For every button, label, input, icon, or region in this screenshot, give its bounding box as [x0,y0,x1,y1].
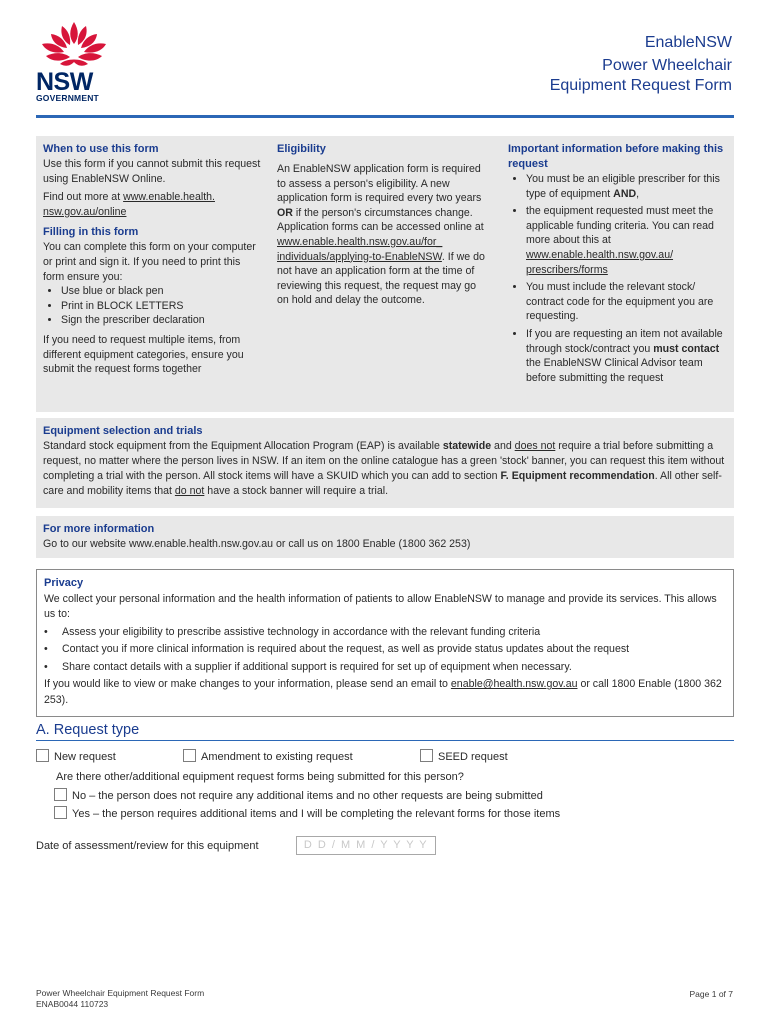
multiple-items-text: If you need to request multiple items, from different equipment categories, ensure you submit the request forms together [43,333,244,376]
new-request-label: New request [54,751,116,763]
header-org: EnableNSW [644,34,732,51]
answer-yes-label: Yes – the person requires additional items and I will be completing the relevant forms for those items [72,808,561,820]
more-info-heading: For more information [43,523,155,535]
amendment-option[interactable] [183,749,353,763]
equipment-text [43,439,726,499]
footer-form-name: Power Wheelchair Equipment Request Form [36,988,205,998]
eq-does-not: does not [514,440,556,452]
eligibility-text [277,162,487,308]
eq-statewide: statewide [442,440,492,452]
find-out-more [43,190,263,219]
new-request-option[interactable] [36,749,116,763]
eligibility-or: OR [277,206,293,219]
amendment-label: Amendment to existing request [201,751,353,763]
more-info-panel [36,516,734,558]
list-item: • Share contact details with a supplier if additional support is required for set up of equipment when necessary. [44,660,572,673]
important-heading: Important information before making this request [508,143,724,170]
b4-must-contact: must contact [653,342,720,355]
list-item: • Contact you if more clinical information is required about the request, as well as provide status updates about the request [44,643,630,655]
answer-yes-option[interactable] [54,806,560,820]
privacy-heading: Privacy [44,577,84,589]
privacy-intro: We collect your personal information and the health information of patients to allow EnableNSW to manage and provide its services. This allows us to: [44,592,717,620]
additional-forms-question: Are there other/additional equipment request forms being submitted for this person? [56,771,464,783]
nsw-government-logo [36,20,112,103]
eq-do-not: do not [174,485,205,497]
new-request-checkbox[interactable] [36,749,49,762]
section-a-rule [36,740,734,741]
filling-text: You can complete this form on your computer or print and sign it. If you need to print this form ensure you: [43,241,256,283]
b1-comma: , [636,187,640,200]
eq-section-f: F. Equipment recommendation [500,470,655,482]
col-important-info [508,142,730,385]
list-item: • Assess your eligibility to prescribe assistive technology in accordance with the relevant funding criteria [44,625,541,638]
answer-no-option[interactable] [54,788,543,802]
section-a-title: A. Request type [36,722,140,738]
answer-no-label: No – the person does not require any additional items and no other requests are being submitted [72,790,543,802]
eq-t2: and [491,440,515,452]
find-out-more-prefix: Find out more at [43,191,124,204]
list-item: • Use blue or black pen [61,284,263,299]
assessment-date-field[interactable]: D D / M M / Y Y Y Y [296,836,436,855]
date-label: Date of assessment/review for this equipment [36,840,259,852]
application-form-link[interactable]: www.enable.health.nsw.gov.au/for_ individuals/applying-to-EnableNSW [277,235,443,263]
b4-text: If you are requesting an item not available through stock/contract you [526,327,723,355]
equipment-selection-panel [36,418,734,508]
filling-heading: Filling in this form [43,226,139,239]
eq-t4: . All other self-care and mobility items that [43,470,722,497]
col-when-to-use [43,142,263,377]
list-item: • You must include the relevant stock/ contract code for the equipment you are requesting. [526,280,730,324]
header-title-line2: Equipment Request Form [549,77,732,94]
b1-and: AND [613,187,637,200]
intro-panel [36,136,734,412]
privacy-email-link[interactable]: enable@health.nsw.gov.au [450,678,578,690]
eq-t1: Standard stock equipment from the Equipment Allocation Program (EAP) is available [43,440,443,452]
privacy-bullet-3: Share contact details with a supplier if additional support is required for set up of equipment when necessary. [62,660,572,673]
header-title-line1: Power Wheelchair [602,57,732,74]
list-item [526,327,730,385]
eq-t5: have a stock banner will require a trial. [204,485,389,497]
list-item: • Print in BLOCK LETTERS [61,299,263,314]
b1-text: You must be an eligible prescriber for this type of equipment [526,173,720,200]
b4-text-2: the EnableNSW Clinical Advisor team before submitting the request [526,357,703,384]
logo-government-text: GOVERNMENT [36,93,99,103]
answer-no-checkbox[interactable] [54,788,67,801]
list-item [526,204,730,277]
privacy-outro [44,677,725,708]
eligibility-heading: Eligibility [277,143,326,155]
list-item [526,172,730,201]
privacy-panel [36,569,734,717]
when-to-use-heading: When to use this form [43,143,159,155]
footer-page-number: Page 1 of 7 [689,989,733,999]
equipment-heading: Equipment selection and trials [43,425,203,437]
eligibility-text-1: An EnableNSW application form is required to assess a person's eligibility. A new application form is required every two years [277,163,482,205]
answer-yes-checkbox[interactable] [54,806,67,819]
waratah-icon [36,20,112,68]
eligibility-text-2: if the person's circumstances change. Application forms can be accessed online at [277,206,484,234]
logo-nsw-text: NSW [36,68,93,96]
list-item: • Sign the prescriber declaration [61,313,263,328]
col-eligibility [277,142,487,308]
footer-form-code: ENAB0044 110723 [36,999,109,1009]
privacy-outro-prefix: If you would like to view or make changes to your information, please send an email to [44,678,451,690]
important-list [508,172,730,385]
header-rule [36,115,734,118]
privacy-bullet-2: Contact you if more clinical information is required about the request, as well as provide status updates about the request [62,643,630,655]
amendment-checkbox[interactable] [183,749,196,762]
eq-t3: require a trial before submitting a request, no matter where the person lives in NSW. If an item on the online catalogue has a green 'stock' banner, you can request this item without completing a trial with the person. All stock items will have a SKUID which you can add to section [43,440,725,482]
eligibility-text-3: . If we do not have an application form at the time of reviewing this request, the request may go on hold and delay the outcome. [277,250,485,307]
seed-label: SEED request [438,751,508,763]
more-info-text: Go to our website www.enable.health.nsw.gov.au or call us on 1800 Enable (1800 362 253) [43,538,471,550]
enable-online-link[interactable]: www.enable.health. nsw.gov.au/online [43,191,215,218]
seed-checkbox[interactable] [420,749,433,762]
seed-option[interactable] [420,749,508,763]
filling-list [43,284,263,328]
privacy-outro-suffix: or call 1800 Enable (1800 362 253). [44,678,722,706]
when-to-use-text: Use this form if you cannot submit this request using EnableNSW Online. [43,158,261,185]
b2-text: the equipment requested must meet the applicable funding criteria. You can read more about this at [526,205,714,247]
prescribers-forms-link[interactable]: www.enable.health.nsw.gov.au/ prescribers/forms [526,248,674,276]
privacy-bullet-1: Assess your eligibility to prescribe assistive technology in accordance with the relevant funding criteria [62,625,541,638]
